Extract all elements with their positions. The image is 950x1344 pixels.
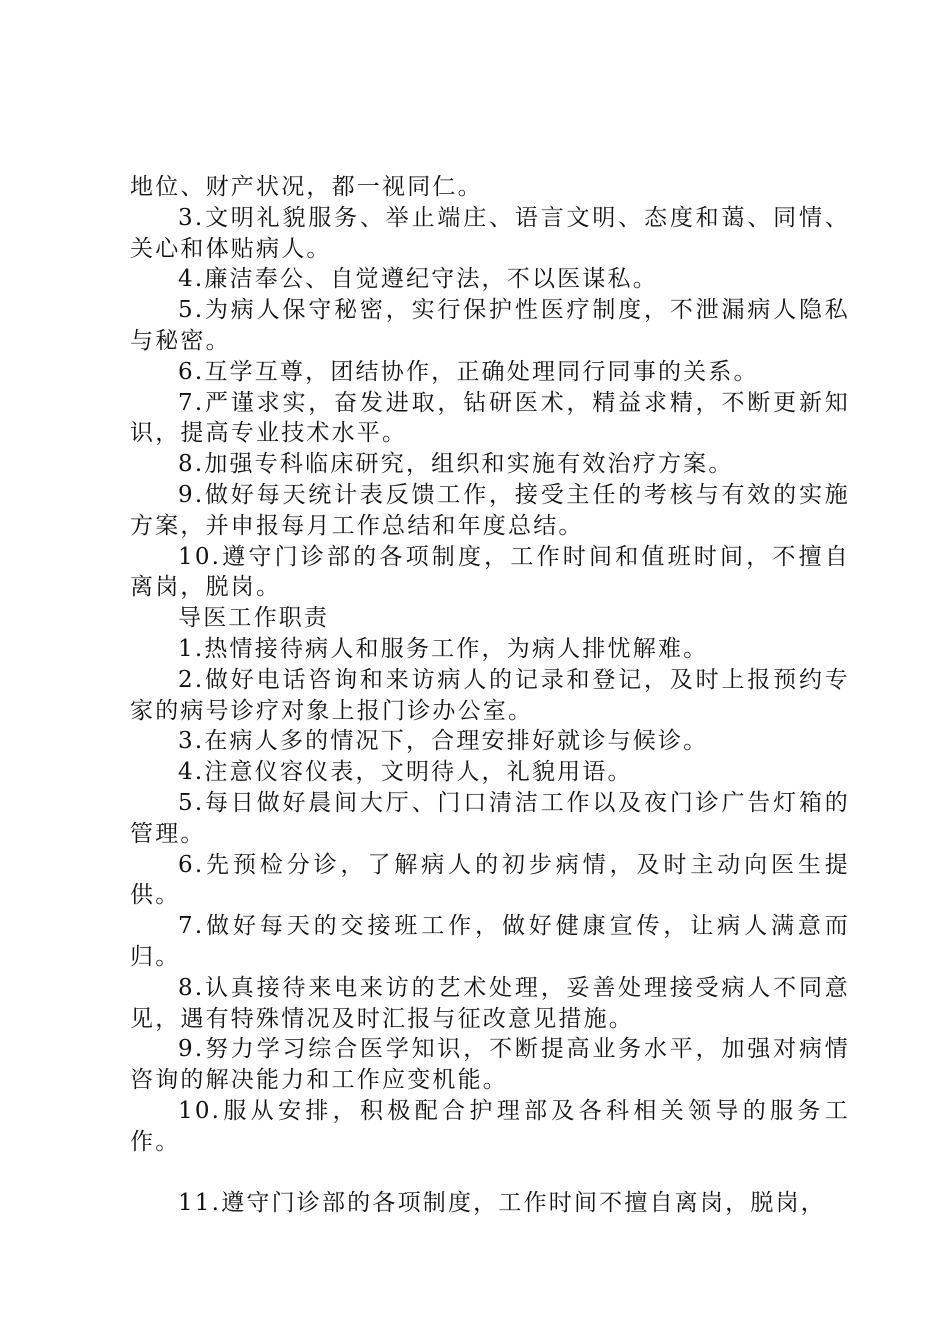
- section-heading: 导医工作职责: [178, 605, 330, 632]
- paragraph: 1.热情接待病人和服务工作，为病人排忧解难。: [178, 635, 709, 662]
- paragraph: 8.认真接待来电来访的艺术处理，妥善处理接受病人不同意见，遇有特殊情况及时汇报与征改意见措施。: [130, 974, 850, 1032]
- paragraph: 4.廉洁奉公、自觉遵纪守法，不以医谋私。: [178, 266, 658, 293]
- paragraph: 地位、财产状况，都一视同仁。: [130, 174, 483, 200]
- paragraph: 10.遵守门诊部的各项制度，工作时间和值班时间，不擅自离岗，脱岗。: [130, 543, 850, 601]
- paragraph: 9.努力学习综合医学知识，不断提高业务水平，加强对病情咨询的解决能力和工作应变机能。: [130, 1036, 850, 1094]
- paragraph: 5.为病人保守秘密，实行保护性医疗制度，不泄漏病人隐私与秘密。: [130, 297, 850, 354]
- paragraph: 7.做好每天的交接班工作，做好健康宣传，让病人满意而归。: [130, 913, 850, 970]
- paragraph: 3.在病人多的情况下，合理安排好就诊与候诊。: [178, 728, 709, 755]
- paragraph: 11.遵守门诊部的各项制度，工作时间不擅自离岗，脱岗，: [178, 1189, 826, 1216]
- paragraph: 10.服从安排，积极配合护理部及各科相关领导的服务工作。: [130, 1097, 850, 1155]
- paragraph: 6.互学互尊，团结协作，正确处理同行同事的关系。: [178, 358, 759, 385]
- paragraph: 2.做好电话咨询和来访病人的记录和登记，及时上报预约专家的病号诊疗对象上报门诊办公室。: [130, 666, 850, 724]
- paragraph: 7.严谨求实，奋发进取，钻研医术，精益求精，不断更新知识，提高专业技术水平。: [130, 389, 850, 447]
- paragraph: 8.加强专科临床研究，组织和实施有效治疗方案。: [178, 451, 734, 478]
- paragraph: 3.文明礼貌服务、举止端庄、语言文明、态度和蔼、同情、关心和体贴病人。: [130, 204, 850, 262]
- paragraph: 4.注意仪容仪表，文明待人，礼貌用语。: [178, 759, 633, 786]
- document-body: [130, 172, 850, 1218]
- paragraph: 9.做好每天统计表反馈工作，接受主任的考核与有效的实施方案，并申报每月工作总结和年度总结。: [130, 481, 850, 539]
- paragraph: 6.先预检分诊，了解病人的初步病情，及时主动向医生提供。: [130, 851, 850, 909]
- paragraph: 5.每日做好晨间大厅、门口清洁工作以及夜门诊广告灯箱的管理。: [130, 789, 850, 847]
